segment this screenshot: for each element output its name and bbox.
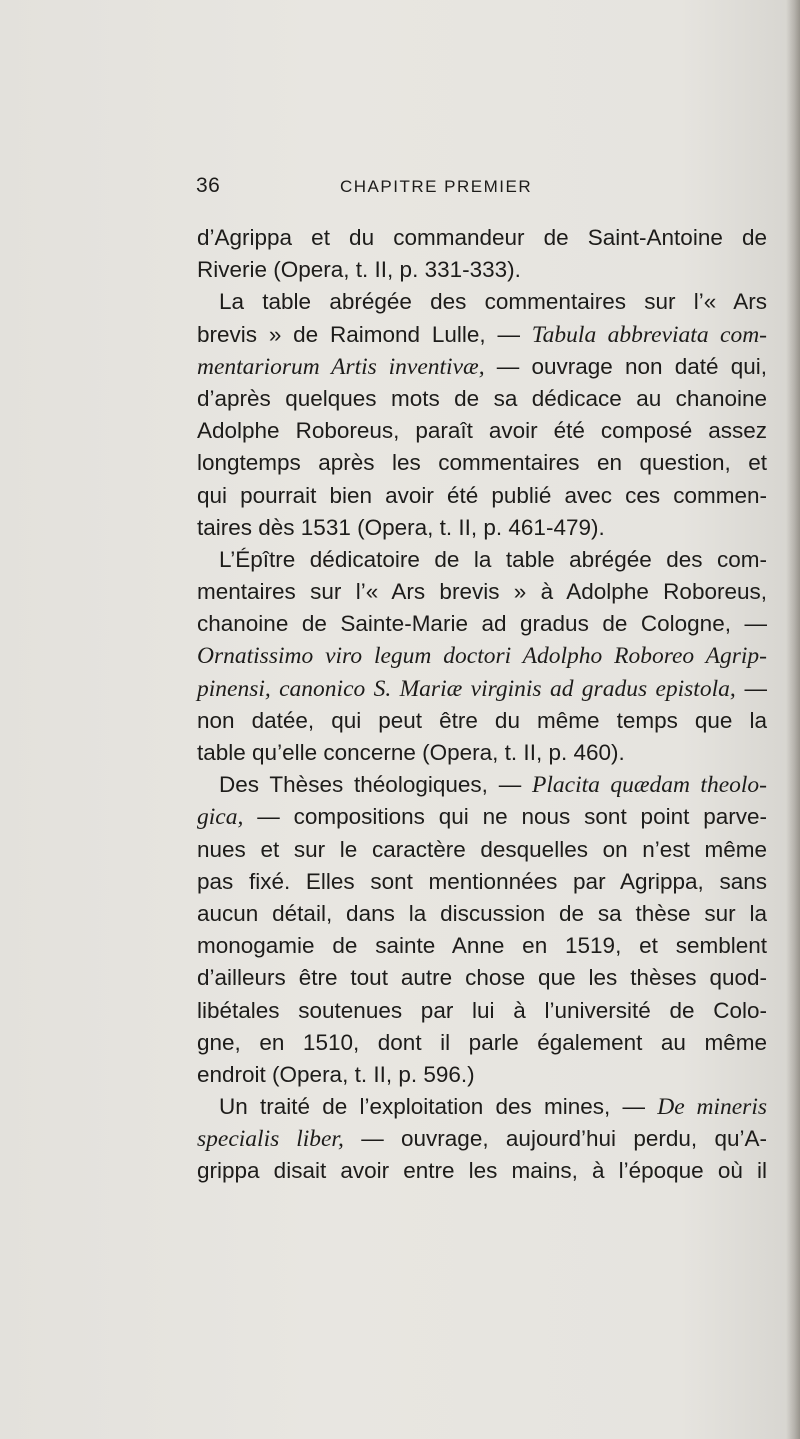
text-line: non datée, qui peut être du même temps que la (197, 707, 767, 733)
text-line: grippa disait avoir entre les mains, à l’époque où il (197, 1158, 767, 1184)
text-line: table qu’elle concerne (Opera, t. II, p. 460). (197, 740, 625, 765)
text-line: Un traité de l’exploitation des mines, — De mineris (219, 1094, 767, 1121)
running-head: CHAPITRE PREMIER (340, 177, 533, 196)
text-line: longtemps après les commentaires en question, et (197, 450, 767, 476)
text-line: d’après quelques mots de sa dédicace au chanoine (197, 385, 767, 411)
text-line: Riverie (Opera, t. II, p. 331-333). (197, 257, 521, 283)
text-line: aucun détail, dans la discussion de sa thèse sur la (197, 900, 767, 926)
page-number: 36 (196, 174, 221, 197)
text-line: d’Agrippa et du commandeur de Saint-Antoine de (197, 225, 767, 250)
text-line: mentaires sur l’« Ars brevis » à Adolphe Roboreus, (197, 579, 767, 605)
text-line: qui pourrait bien avoir été publié avec ces commen- (197, 482, 767, 508)
text-line: Adolphe Roboreus, paraît avoir été composé assez (197, 418, 767, 444)
text-line: Des Thèses théologiques, — Placita quædam theolo- (219, 772, 767, 799)
text-line: pinensi, canonico S. Mariæ virginis ad gradus epistola, — (197, 675, 767, 702)
text-line: nues et sur le caractère desquelles on n’est même (197, 836, 767, 862)
text-line: gne, en 1510, dont il parle également au même (197, 1029, 767, 1055)
text-line: gica, — compositions qui ne nous sont point parve- (197, 804, 767, 831)
text-line: taires dès 1531 (Opera, t. II, p. 461-479). (197, 514, 605, 540)
text-line: La table abrégée des commentaires sur l’« Ars (219, 289, 767, 315)
text-line: libétales soutenues par lui à l’université de Colo- (197, 997, 767, 1023)
text-line: mentariorum Artis inventivæ, — ouvrage non daté qui, (197, 353, 767, 380)
text-line: chanoine de Sainte-Marie ad gradus de Cologne, — (197, 611, 767, 637)
text-line: L’Épître dédicatoire de la table abrégée des com- (219, 546, 767, 572)
text-line: pas fixé. Elles sont mentionnées par Agrippa, sans (197, 868, 767, 894)
page-header (0, 174, 800, 204)
text-line: endroit (Opera, t. II, p. 596.) (197, 1061, 475, 1087)
body-text (197, 222, 767, 1188)
text-line: Ornatissimo viro legum doctori Adolpho Roboreo Agrip- (197, 643, 767, 670)
text-line: d’ailleurs être tout autre chose que les thèses quod- (197, 965, 767, 991)
text-line: monogamie de sainte Anne en 1519, et semblent (197, 933, 767, 959)
text-line: brevis » de Raimond Lulle, — Tabula abbreviata com- (197, 321, 767, 348)
text-line: specialis liber, — ouvrage, aujourd’hui perdu, qu’A- (197, 1126, 767, 1153)
page-edge-shadow (786, 0, 800, 1439)
